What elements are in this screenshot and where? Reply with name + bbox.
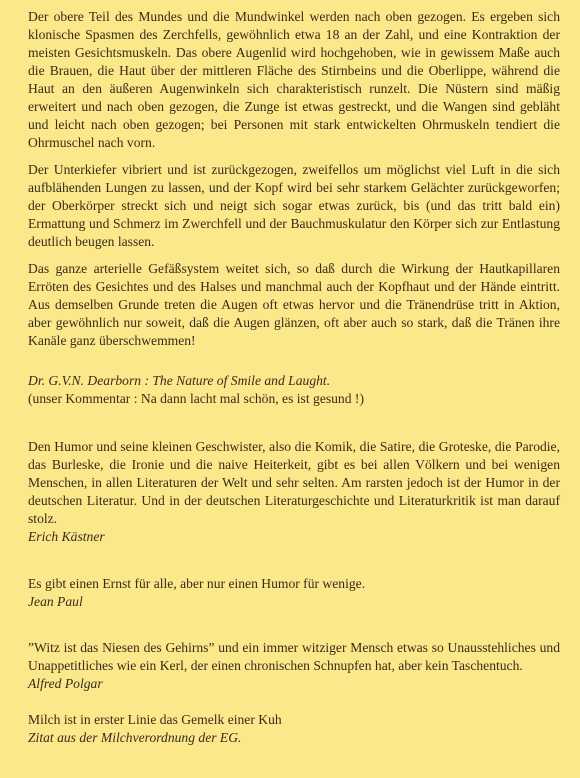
quote-text: ”Witz ist das Niesen des Gehirns” und ein immer witziger Mensch etwas so Unausstehliches und Unappetitliches wie ein Kerl, der einen chronischen Schnupfen hat, aber kein Taschentuch.: [28, 640, 560, 673]
quote-author: Jean Paul: [28, 594, 83, 609]
quote-polgar: [28, 639, 560, 692]
document-page: [28, 8, 560, 746]
citation-block: [28, 372, 560, 408]
paragraph-jaw-description: Der Unterkiefer vibriert und ist zurückgezogen, zweifellos um möglichst viel Luft in die sich aufblähenden Lungen zu lassen, und der Kopf wird bei sehr starkem Gelächter zurückgeworfen; der Oberkörper streckt sich und neigt sich sogar etwas zurück, bis (und das tritt bald ein) Ermattung und Schmerz im Zwerchfell und der Bauchmuskulatur den Körper sich zur Entlastung deutlich beugen lassen.: [28, 162, 560, 249]
quote-author: Erich Kästner: [28, 529, 105, 544]
citation-source: Dr. G.V.N. Dearborn : The Nature of Smile and Laught.: [28, 373, 331, 388]
quote-author: Alfred Polgar: [28, 676, 103, 691]
quote-jean-paul: [28, 575, 560, 610]
paragraph-facial-description: Der obere Teil des Mundes und die Mundwinkel werden nach oben gezogen. Es ergeben sich klonische Spasmen des Zerchfells, gewöhnlich etwa 18 an der Zahl, und eine Kontraktion der meisten Gesichtsmuskeln. Das obere Augenlid wird hochgehoben, wie in gewissem Maße auch die Brauen, die Haut über der mittleren Fläche des Stirnbeins und die Oberlippe, während die Haut an den äußeren Augenwinkeln sich charakteristisch runzelt. Die Nüstern sind mäßig erweitert und nach oben gezogen, die Zunge ist etwas gestreckt, und die Wangen sind gebläht und leicht nach oben gezogen; bei Personen mit stark entwickelten Ohrmuskeln tendiert die Ohrmuschel nach vorn.: [28, 9, 560, 150]
quote-author: Zitat aus der Milchverordnung der EG.: [28, 730, 242, 745]
quote-text: Es gibt einen Ernst für alle, aber nur einen Humor für wenige.: [28, 576, 366, 591]
quote-milchverordnung: [28, 711, 560, 746]
quote-text: Milch ist in erster Linie das Gemelk einer Kuh: [28, 712, 282, 727]
quote-kaestner: [28, 438, 560, 545]
citation-comment: (unser Kommentar : Na dann lacht mal schön, es ist gesund !): [28, 391, 364, 406]
quote-text: Den Humor und seine kleinen Geschwister, also die Komik, die Satire, die Groteske, die Parodie, das Burleske, die Ironie und die naive Heiterkeit, gibt es bei allen Völkern und bei wenigen Menschen, in allen Literaturen der Welt und sehr selten. Am rarsten jedoch ist der Humor in der deutschen Literatur. Und in der deutschen Literaturgeschichte und Literaturkritik ist man darauf stolz.: [28, 439, 560, 526]
paragraph-vascular-description: Das ganze arterielle Gefäßsystem weitet sich, so daß durch die Wirkung der Hautkapillaren Erröten des Gesichtes und des Halses und manchmal auch der Kopfhaut und der Hände eintritt. Aus demselben Grunde treten die Augen oft etwas hervor und die Tränendrüse tritt in Aktion, aber gewöhnlich nur soweit, daß die Augen glänzen, oft aber auch so stark, daß die Tränen ihre Kanäle ganz überschwemmen!: [28, 261, 560, 348]
